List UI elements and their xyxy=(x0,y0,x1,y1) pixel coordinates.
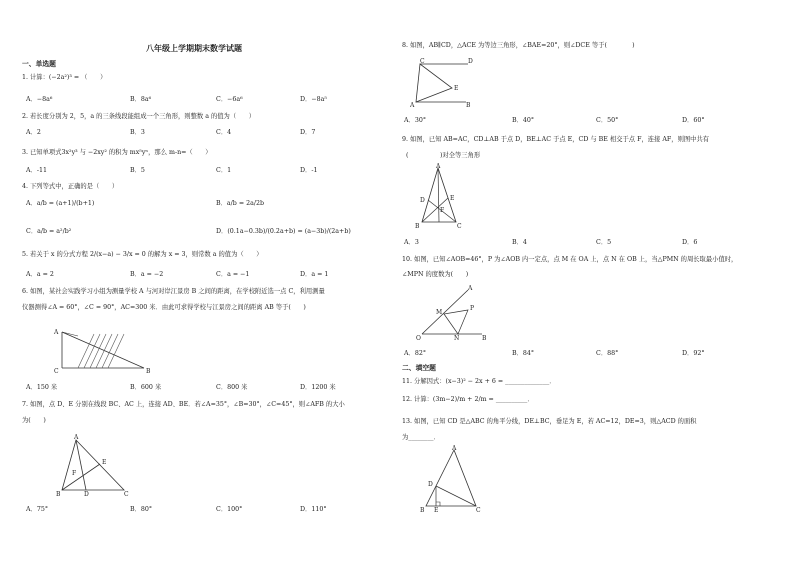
q2-stem: 2. 若长度分别为 2，5，a 的三条线段能组成一个三角形，则整数 a 的值为（ ） xyxy=(22,113,256,120)
q9-option-a[interactable]: A．3 xyxy=(404,239,419,246)
q10-label-b: B xyxy=(482,335,487,342)
q8-option-c[interactable]: C．50° xyxy=(596,117,619,124)
q9-option-d[interactable]: D．6 xyxy=(682,239,698,246)
q2-option-b[interactable]: B．3 xyxy=(130,129,145,136)
q8-label-a: A xyxy=(410,102,415,108)
q6-option-d[interactable]: D．1200 米 xyxy=(300,384,336,391)
q7-label-e: E xyxy=(102,459,107,466)
q9-option-c[interactable]: C．5 xyxy=(596,239,612,246)
q10-stem-line1: 10. 如图，已知∠AOB=46°，P 为∠AOB 内一定点，点 M 在 OA 上，点 N 在 OB 上，当△PMN 的周长取最小值时， xyxy=(402,256,738,263)
section-fill-heading: 二、填空题 xyxy=(402,364,436,372)
q9-label-b: B xyxy=(415,223,420,230)
q4-option-a[interactable]: A．a/b = (a+1)/(b+1) xyxy=(26,200,95,207)
q3-option-a[interactable]: A．-11 xyxy=(26,167,47,174)
q9-label-f: F xyxy=(440,207,445,214)
q4-option-c[interactable]: C．a/b = a²/b² xyxy=(26,228,72,235)
q2-option-d[interactable]: D．7 xyxy=(300,129,316,136)
page-title: 八年级上学期期末数学试题 xyxy=(146,43,242,53)
q6-stem-line2: 仪器测得∠A = 60°，∠C = 90°，AC=300 米．由此可求得学校与江景房之间的距离 AB 等于( ) xyxy=(22,304,306,311)
q10-stem-line2: ∠MPN 的度数为( ) xyxy=(402,271,469,278)
q7-option-c[interactable]: C．100° xyxy=(216,506,243,513)
q6-label-b: B xyxy=(146,368,151,375)
q6-option-b[interactable]: B．600 米 xyxy=(130,384,162,391)
q7-label-f: F xyxy=(72,470,77,477)
q6-figure xyxy=(52,326,162,376)
q5-stem: 5. 若关于 x 的分式方程 2/(x−a) − 3/x = 0 的解为 x = 3，则常数 a 的值为（ ） xyxy=(22,251,263,258)
q11-stem[interactable]: 11. 分解因式：(x−3)² − 2x + 6 = ______________． xyxy=(402,378,556,385)
q10-label-m: M xyxy=(436,309,443,316)
q1-option-a[interactable]: A．−8a⁶ xyxy=(26,96,53,103)
q6-option-c[interactable]: C．800 米 xyxy=(216,384,248,391)
q3-stem: 3. 已知单项式3x²y³ 与 −2xy² 的积为 mx⁵yⁿ，那么 m-n=（ ） xyxy=(22,149,212,156)
q10-option-c[interactable]: C．88° xyxy=(596,350,619,357)
q7-option-a[interactable]: A．75° xyxy=(26,506,49,513)
q10-label-n: N xyxy=(454,335,460,342)
q8-figure xyxy=(410,56,476,108)
q7-label-d: D xyxy=(84,491,89,498)
q10-label-p: P xyxy=(470,305,475,312)
q13-label-a: A xyxy=(452,445,457,452)
q1-option-b[interactable]: B．8a⁶ xyxy=(130,96,152,103)
q4-stem: 4. 下列等式中，正确的是（ ） xyxy=(22,183,119,190)
q4-option-b[interactable]: B．a/b = 2a/2b xyxy=(216,200,265,207)
q9-label-d: D xyxy=(420,197,425,204)
q7-label-a: A xyxy=(74,434,79,441)
q7-label-c: C xyxy=(124,491,129,498)
q8-stem: 8. 如图，AB∥CD，△ACE 为等边三角形，∠BAE=20°，则∠DCE 等于( ) xyxy=(402,42,635,49)
q3-option-c[interactable]: C．1 xyxy=(216,167,232,174)
q9-option-b[interactable]: B．4 xyxy=(512,239,527,246)
q7-option-d[interactable]: D．110° xyxy=(300,506,327,513)
q6-label-c: C xyxy=(54,368,59,375)
q4-option-d[interactable]: D．(0.1a−0.3b)/(0.2a+b) = (a−3b)/(2a+b) xyxy=(216,228,351,235)
q8-label-d: D xyxy=(468,58,473,65)
q5-option-d[interactable]: D．a = 1 xyxy=(300,271,329,278)
q1-stem: 1. 计算：(−2a²)³ = （ ） xyxy=(22,74,107,81)
q13-label-b: B xyxy=(420,507,425,514)
q3-option-b[interactable]: B．5 xyxy=(130,167,145,174)
q6-stem-line1: 6. 如图，某社会实践学习小组为测量学校 A 与河对岸江景房 B 之间的距离，在学校附近选一点 C，利用测量 xyxy=(22,288,325,295)
q13-figure xyxy=(418,444,482,514)
q9-figure xyxy=(414,162,464,230)
q7-figure xyxy=(54,432,134,498)
q9-stem-line1: 9. 如图，已知 AB=AC，CD⊥AB 于点 D，BE⊥AC 于点 E，CD 与 BE 相交于点 F，连接 AF，则图中共有 xyxy=(402,136,710,143)
q6-option-a[interactable]: A．150 米 xyxy=(26,384,58,391)
q8-option-b[interactable]: B．40° xyxy=(512,117,535,124)
q13-label-c: C xyxy=(476,507,481,514)
q2-option-a[interactable]: A．2 xyxy=(26,129,41,136)
q7-stem-line2: 为( ) xyxy=(22,417,46,424)
q9-label-e: E xyxy=(450,195,455,202)
q12-stem[interactable]: 12. 计算：(3m−2)/m + 2/m = __________． xyxy=(402,396,534,403)
q6-label-a: A xyxy=(54,329,59,336)
q7-option-b[interactable]: B．80° xyxy=(130,506,153,513)
q10-option-b[interactable]: B．84° xyxy=(512,350,535,357)
q9-label-a: A xyxy=(436,163,441,170)
q5-option-c[interactable]: C．a = −1 xyxy=(216,271,250,278)
q9-stem-line2: ( )对全等三角形 xyxy=(406,152,481,159)
q10-label-o: O xyxy=(416,335,421,342)
q8-label-e: E xyxy=(454,85,459,92)
q10-option-d[interactable]: D．92° xyxy=(682,350,705,357)
q8-label-c: C xyxy=(420,58,425,65)
q5-option-a[interactable]: A．a = 2 xyxy=(26,271,54,278)
q7-label-b: B xyxy=(56,491,61,498)
q13-stem-line1: 13. 如图，已知 CD 是△ABC 的角平分线，DE⊥BC，垂足为 E，若 AC=12，DE=3，则△ACD 的面积 xyxy=(402,418,697,425)
q2-option-c[interactable]: C．4 xyxy=(216,129,232,136)
q7-stem-line1: 7. 如图，点 D、E 分别在线段 BC、AC 上，连接 AD、BE．若∠A=35°，∠B=30°，∠C=45°，则∠AFB 的大小 xyxy=(22,401,345,408)
section-choice-heading: 一、单选题 xyxy=(22,60,56,68)
q13-label-d: D xyxy=(428,481,433,488)
q13-label-e: E xyxy=(434,507,439,514)
q10-figure xyxy=(416,282,488,342)
q1-option-d[interactable]: D．−8a⁵ xyxy=(300,96,327,103)
q1-option-c[interactable]: C．−6a⁶ xyxy=(216,96,243,103)
q8-option-a[interactable]: A．30° xyxy=(404,117,427,124)
q13-stem-line2[interactable]: 为________． xyxy=(402,434,440,441)
q8-label-b: B xyxy=(466,102,471,108)
q3-option-d[interactable]: D．-1 xyxy=(300,167,318,174)
q10-option-a[interactable]: A．82° xyxy=(404,350,427,357)
q5-option-b[interactable]: B．a = −2 xyxy=(130,271,164,278)
q9-label-c: C xyxy=(457,223,462,230)
q8-option-d[interactable]: D．60° xyxy=(682,117,705,124)
q10-label-a: A xyxy=(468,285,473,292)
